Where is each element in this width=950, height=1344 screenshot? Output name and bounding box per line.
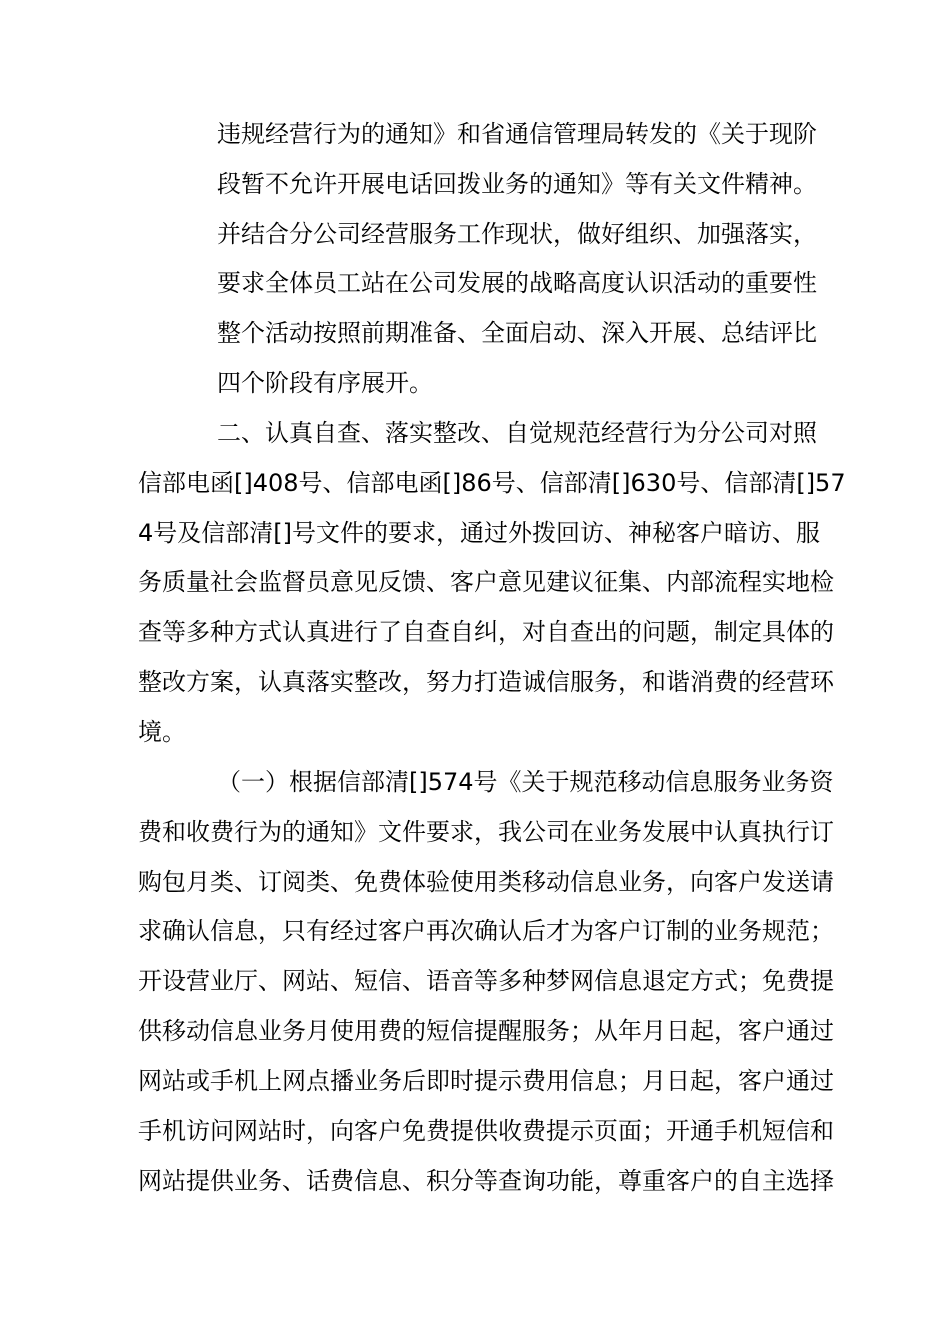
text-line: 4号及信部清[]号文件的要求，通过外拨回访、神秘客户暗访、服 <box>138 519 820 547</box>
text-line: 网站提供业务、话费信息、积分等查询功能，尊重客户的自主选择 <box>138 1167 834 1195</box>
text-line: 四个阶段有序展开。 <box>217 369 433 397</box>
text-line: 整改方案，认真落实整改，努力打造诚信服务，和谐消费的经营环 <box>138 668 834 696</box>
text-line: 费和收费行为的通知》文件要求，我公司在业务发展中认真执行订 <box>138 818 834 846</box>
text-line: 信部电函[]408号、信部电函[]86号、信部清[]630号、信部清[]57 <box>138 469 846 497</box>
text-line: 违规经营行为的通知》和省通信管理局转发的《关于现阶 <box>217 120 817 148</box>
text-line: 手机访问网站时，向客户免费提供收费提示页面；开通手机短信和 <box>138 1117 834 1145</box>
text-line: 求确认信息，只有经过客户再次确认后才为客户订制的业务规范； <box>138 917 834 945</box>
text-line: 并结合分公司经营服务工作现状，做好组织、加强落实， <box>217 220 817 248</box>
text-line: 购包月类、订阅类、免费体验使用类移动信息业务，向客户发送请 <box>138 868 834 896</box>
text-line: 段暂不允许开展电话回拨业务的通知》等有关文件精神。 <box>217 170 817 198</box>
text-line: 境。 <box>138 718 186 746</box>
text-line: 开设营业厅、网站、短信、语音等多种梦网信息退定方式；免费提 <box>138 967 834 995</box>
text-line: 整个活动按照前期准备、全面启动、深入开展、总结评比 <box>217 319 817 347</box>
subsection-heading: （一）根据信部清[]574号《关于规范移动信息服务业务资 <box>217 768 834 796</box>
text-line: 要求全体员工站在公司发展的战略高度认识活动的重要性 <box>217 269 817 297</box>
text-line: 供移动信息业务月使用费的短信提醒服务；从年月日起，客户通过 <box>138 1017 834 1045</box>
text-line: 务质量社会监督员意见反馈、客户意见建议征集、内部流程实地检 <box>138 568 834 596</box>
section-heading: 二、认真自查、落实整改、自觉规范经营行为分公司对照 <box>217 419 817 447</box>
text-line: 网站或手机上网点播业务后即时提示费用信息；月日起，客户通过 <box>138 1067 834 1095</box>
text-line: 查等多种方式认真进行了自查自纠，对自查出的问题，制定具体的 <box>138 618 834 646</box>
